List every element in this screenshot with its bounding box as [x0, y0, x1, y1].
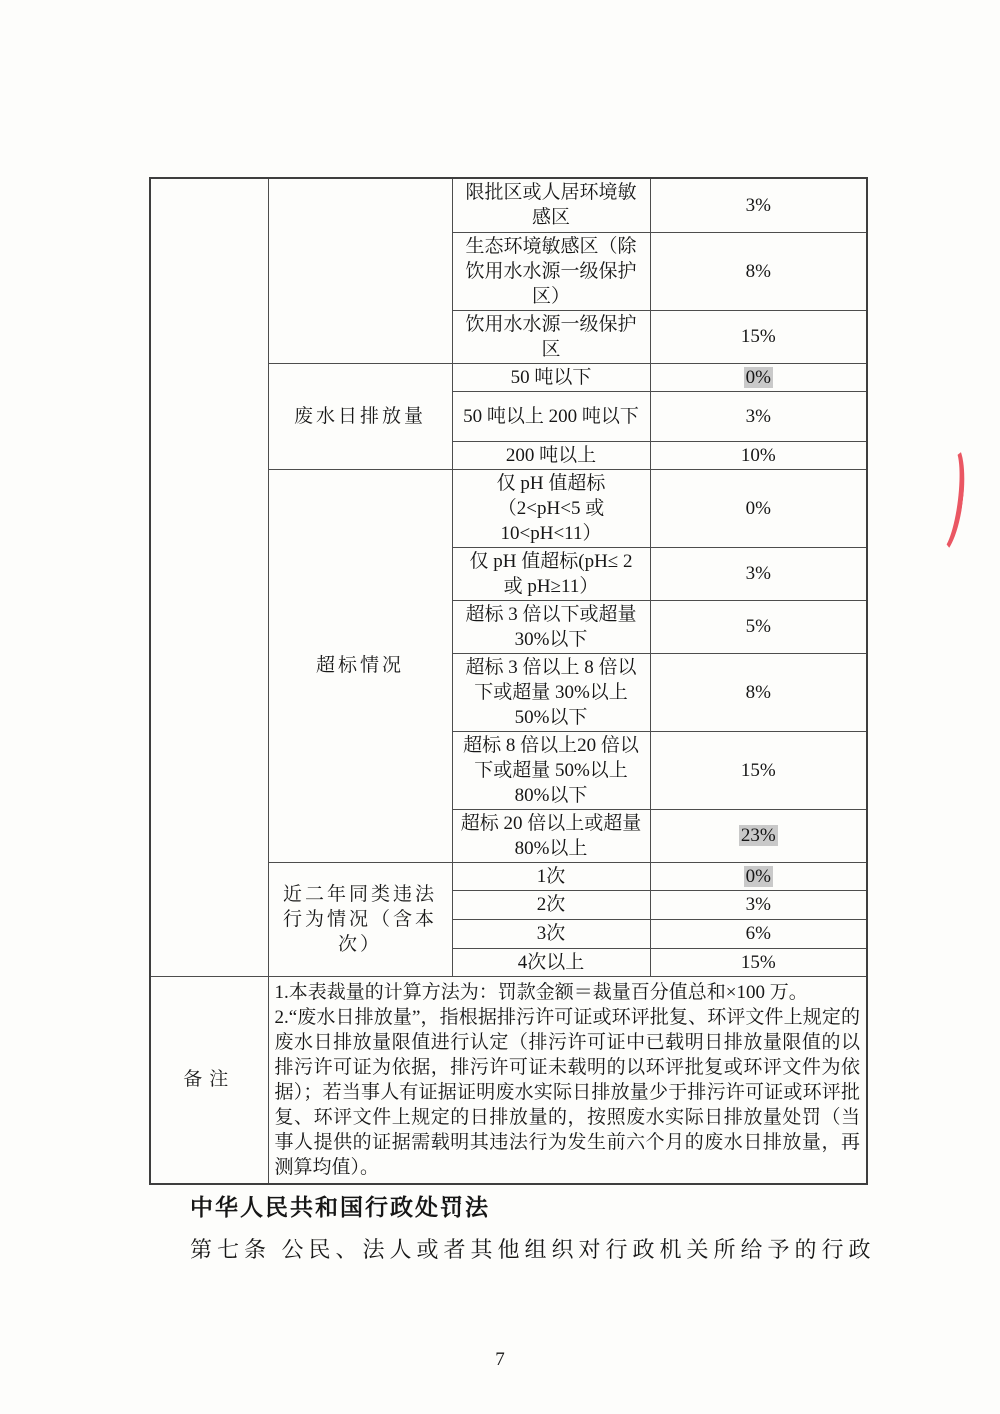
- page-number: 7: [495, 1349, 505, 1370]
- notes-cell: [268, 976, 867, 1184]
- criteria-cell: 1次: [452, 862, 650, 890]
- section-label-cell: 超标情况: [268, 469, 452, 862]
- section-label-cell: [268, 178, 452, 363]
- value-cell: [650, 731, 867, 809]
- value-text: 23%: [740, 825, 776, 846]
- value-cell: [650, 391, 867, 441]
- criteria-cell: 超标 8 倍以上20 倍以下或超量 50%以上 80%以下: [452, 731, 650, 809]
- doc-paragraph: 第七条 公民、法人或者其他组织对行政机关所给予的行政: [190, 1237, 876, 1262]
- value-text: 8%: [745, 681, 771, 703]
- section-label-cell: 废水日排放量: [268, 363, 452, 469]
- criteria-cell: 50 吨以下: [452, 363, 650, 391]
- note-item: 1.本表裁量的计算方法为：罚款金额＝裁量百分值总和×100 万。: [274, 981, 808, 1003]
- criteria-cell: 2次: [452, 890, 650, 919]
- red-pen-mark: [924, 441, 969, 556]
- value-cell: [650, 310, 867, 363]
- value-cell: [650, 600, 867, 653]
- criteria-cell: 4次以上: [452, 948, 650, 976]
- value-cell: [650, 653, 867, 731]
- merged-empty-cell: [150, 178, 268, 976]
- value-cell: [650, 178, 867, 232]
- value-text: 3%: [745, 894, 771, 915]
- doc-heading: 中华人民共和国行政处罚法: [190, 1194, 490, 1220]
- table-row: [150, 178, 867, 232]
- criteria-cell: 生态环境敏感区（除饮用水水源一级保护区）: [452, 232, 650, 310]
- value-text: 3%: [745, 194, 771, 216]
- criteria-cell: 超标 20 倍以上或超量 80%以上: [452, 809, 650, 862]
- value-cell: [650, 948, 867, 976]
- value-text: 6%: [745, 923, 771, 944]
- note-item: 2.“废水日排放量”，指根据排污许可证或环评批复、环评文件上规定的废水日排放量限值进行认定（排污许可证中已载明日排放量限值的以排污许可证为依据，排污许可证未载明的以环评批复或环评文件为依据）；若当事人有证据证明废水实际日排放量少于排污许可证或环评批复、环评文件上规定的日排放量的，按照废水实际日排放量处罚（当事人提供的证据需载明其违法行为发生前六个月的废水日排放量，再测算均值）。: [274, 1006, 860, 1178]
- value-cell: [650, 890, 867, 919]
- value-text: 5%: [745, 616, 771, 637]
- criteria-cell: 50 吨以上 200 吨以下: [452, 391, 650, 441]
- criteria-cell: 超标 3 倍以下或超量 30%以下: [452, 600, 650, 653]
- notes-label-cell: 备注: [150, 976, 268, 1184]
- criteria-cell: 饮用水水源一级保护区: [452, 310, 650, 363]
- value-text: 3%: [745, 405, 771, 427]
- value-text: 15%: [740, 951, 776, 973]
- value-text: 0%: [745, 497, 771, 519]
- value-cell: [650, 232, 867, 310]
- value-text: 0%: [745, 366, 771, 388]
- criteria-cell: 200 吨以上: [452, 441, 650, 469]
- table-row: [150, 976, 867, 1184]
- criteria-cell: 超标 3 倍以上 8 倍以下或超量 30%以上 50%以下: [452, 653, 650, 731]
- value-cell: [650, 547, 867, 600]
- value-cell: [650, 862, 867, 890]
- penalty-table: [149, 177, 868, 1185]
- section-label-cell: 近二年同类违法行为情况（含本次）: [268, 862, 452, 976]
- value-text: 3%: [745, 563, 771, 584]
- value-cell: [650, 363, 867, 391]
- value-cell: [650, 441, 867, 469]
- value-text: 10%: [740, 444, 776, 466]
- value-text: 0%: [745, 865, 771, 887]
- criteria-cell: 3次: [452, 919, 650, 948]
- value-text: 15%: [740, 759, 776, 781]
- value-text: 15%: [740, 326, 776, 347]
- value-cell: [650, 469, 867, 547]
- criteria-cell: 限批区或人居环境敏感区: [452, 178, 650, 232]
- criteria-cell: 仅 pH 值超标(pH≤ 2 或 pH≥11）: [452, 547, 650, 600]
- criteria-cell: 仅 pH 值超标 （2<pH<5 或 10<pH<11）: [452, 469, 650, 547]
- value-cell: [650, 809, 867, 862]
- value-text: 8%: [745, 260, 771, 282]
- value-cell: [650, 919, 867, 948]
